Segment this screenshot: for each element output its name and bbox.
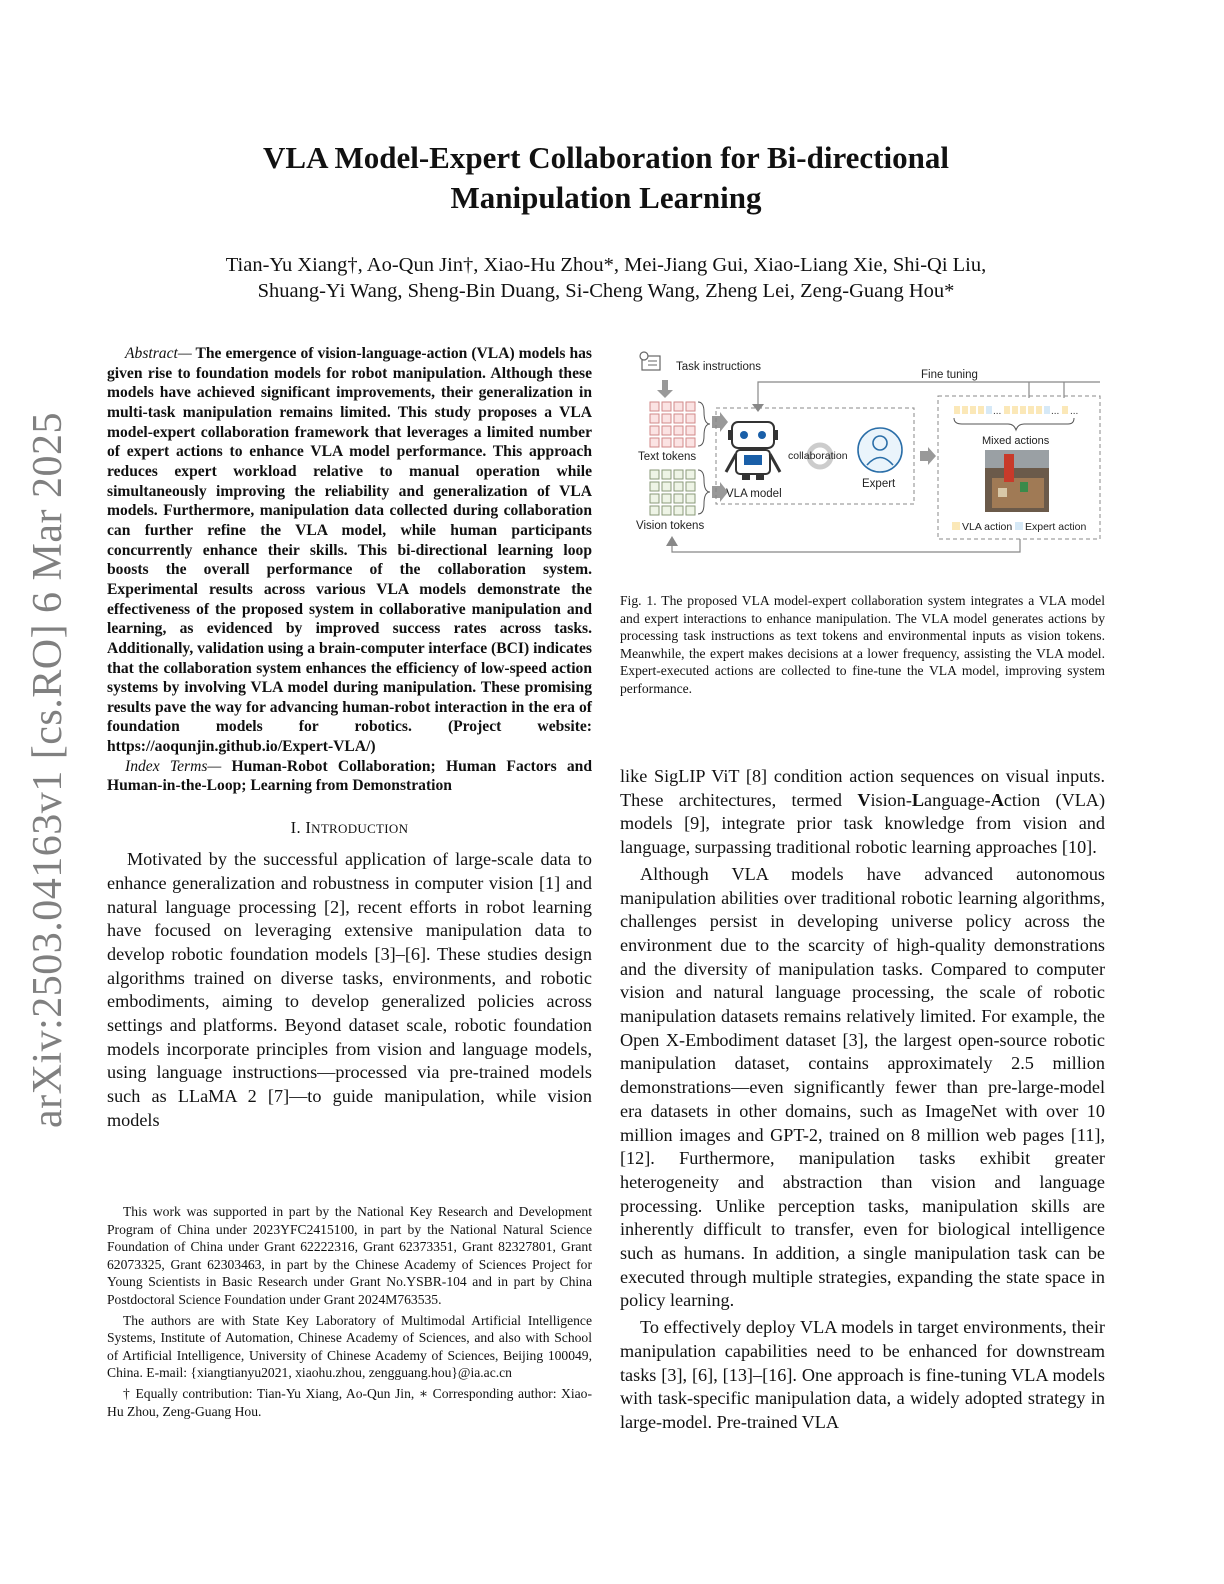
right-p1-part-d: ction (VLA) models [9], integrate prior task knowledge from vision and language, surpassing traditional robotic learning approaches [10]. [620, 789, 1105, 858]
right-p1-part-a: like SigLIP ViT [8] condition action sequences on visual inputs. These architectures, termed [620, 766, 1105, 810]
section-numeral: I. I [290, 818, 312, 838]
robot-icon [726, 422, 780, 480]
title-line-2: Manipulation Learning [450, 180, 762, 215]
arxiv-identifier: arXiv:2503.04163v1 [cs.RO] 6 Mar 2025 [25, 411, 71, 1129]
right-p1-part-b: ision- [870, 789, 912, 810]
authors-line-2: Shuang-Yi Wang, Sheng-Bin Duang, Si-Cheng Wang, Zheng Lei, Zeng-Guang Hou* [257, 280, 955, 302]
task-instructions-icon [640, 352, 660, 370]
expert-icon [858, 428, 902, 472]
mixed-actions-label: Mixed actions [982, 435, 1050, 447]
arxiv-stamp [18, 411, 78, 1129]
vla-acronym-v: V [857, 789, 871, 810]
vla-acronym-a: A [990, 789, 1004, 810]
legend-vla-swatch [952, 522, 960, 530]
action-ellipsis-3: ... [1070, 406, 1079, 417]
text-token-grid [650, 402, 695, 447]
abstract [107, 344, 592, 796]
legend-expert-action: Expert action [1025, 521, 1087, 533]
index-terms [107, 757, 592, 796]
left-column [107, 344, 592, 1133]
task-instructions-label: Task instructions [676, 361, 762, 373]
index-terms-text: Human-Robot Collaboration; Human Factors and Human-in-the-Loop; Learning from Demonstration [107, 757, 593, 795]
feedback-arrow [672, 539, 1020, 552]
robot-scene-image [985, 450, 1049, 512]
section-title: NTRODUCTION [311, 821, 409, 837]
abstract-paragraph [107, 344, 592, 757]
vision-token-grid [650, 470, 695, 515]
author-list [120, 252, 1092, 304]
action-ellipsis-1: ... [993, 406, 1002, 417]
introduction-body [107, 848, 592, 1132]
footnote-contribution: † Equally contribution: Tian-Yu Xiang, Ao-Qun Jin, ∗ Corresponding author: Xiao-Hu Zhou, Zeng-Guang Hou. [107, 1385, 592, 1419]
abstract-label: Abstract— [125, 345, 192, 362]
action-ellipsis-2: ... [1051, 406, 1060, 417]
authors-line-1: Tian-Yu Xiang†, Ao-Qun Jin†, Xiao-Hu Zhou*, Mei-Jiang Gui, Xiao-Liang Xie, Shi-Qi Liu, [225, 254, 987, 276]
figure-1-diagram [632, 350, 1102, 560]
index-terms-label: Index Terms— [125, 757, 222, 775]
collaboration-label: collaboration [788, 450, 848, 462]
footnote-affiliation: The authors are with State Key Laboratory of Multimodal Artificial Intelligence Systems, Institute of Automation, Chinese Academy of Sciences, and also with School of Artificial Intelligence, University of Chinese Academy of Sciences, Beijing 100049, China. E-mail: {xiangtianyu2021, xiaohu.zhou, zengguang.hou}@ia.ac.cn [107, 1312, 592, 1381]
title-line-1: VLA Model-Expert Collaboration for Bi-directional [263, 140, 949, 175]
section-heading-introduction [107, 818, 592, 838]
footnotes [107, 1203, 592, 1423]
right-paragraph-3: To effectively deploy VLA models in target environments, their manipulation capabilities need to be enhanced for downstream tasks [3], [6], [13]–[16]. One approach is fine-tuning VLA models with task-specific manipulation data, a widely adopted strategy in large-model. Pre-trained VLA [620, 1317, 1105, 1432]
expert-label: Expert [862, 478, 896, 490]
vla-model-label: VLA model [726, 488, 782, 500]
paper-title [150, 138, 1062, 218]
legend-vla-action: VLA action [962, 521, 1013, 533]
vla-acronym-l: L [911, 789, 925, 810]
right-paragraph-2: Although VLA models have advanced autonomous manipulation abilities over traditional robotic learning algorithms, challenges persist in developing universe policy across the environment due to the scarcity of high-quality demonstrations and the diversity of manipulation tasks. Compared to computer vision and natural language processing, the scale of robotic manipulation datasets remains relatively limited. For example, the Open X-Embodiment dataset [3], the largest open-source robotic manipulation dataset, contains approximately 2.5 million demonstrations—even significantly fewer than pre-large-model era datasets in other domains, such as ImageNet with over 10 million images and GPT-2, trained on 8 million web pages [11], [12]. Furthermore, manipulation tasks exhibit greater heterogeneity and abstraction than vision and language processing. Unlike perception tasks, manipulation skills are inherently difficult to transfer, even for biological intelligence such as humans. In addition, a single manipulation task can be executed through multiple strategies, expanding the state space in policy learning. [620, 863, 1105, 1311]
right-p1-part-c: anguage- [924, 789, 991, 810]
vision-tokens-label: Vision tokens [636, 520, 705, 532]
figure-1-caption: Fig. 1. The proposed VLA model-expert collaboration system integrates a VLA model and expert interactions to enhance manipulation. The VLA model generates actions by processing task instructions as text tokens and environmental inputs as vision tokens. Meanwhile, the expert makes decisions at a lower frequency, assisting the VLA model. Expert-executed actions are collected to fine-tune the VLA model, improving system performance. [620, 593, 1105, 696]
intro-paragraph-1: Motivated by the successful application of large-scale data to enhance generalization and robustness in computer vision [1] and natural language processing [2], recent efforts in robot learning have focused on leveraging extensive manipulation data to develop robotic foundation models [3]–[6]. These studies design algorithms trained on diverse tasks, environments, and robotic embodiments, aiming to develop generalized policies across settings and platforms. Beyond dataset scale, robotic foundation models incorporate principles from vision and language models, using language instructions—processed via pre-trained models such as LLaMA 2 [7]—to guide manipulation, while vision models [107, 849, 592, 1130]
right-column-body [620, 765, 1105, 1435]
abstract-text: The emergence of vision-language-action (VLA) models has given rise to foundation models for robot manipulation. Although these models have achieved significant improvements, their generalization in multi-task manipulation remains limited. This study proposes a VLA model-expert collaboration framework that leverages a limited number of expert actions to enhance VLA model performance. This approach reduces expert workload relative to manual operation while simultaneously improving the reliability and generalization of VLA models. Furthermore, manipulation data collected during collaboration can further refine the VLA model, while human participants concurrently enhance their skills. This bi-directional learning loop boosts the overall performance of the collaboration system. Experimental results across various VLA models demonstrate the effectiveness of the proposed system in collaborative manipulation and learning, as evidenced by improved success rates across tasks. Additionally, validation using a brain-computer interface (BCI) indicates that the collaboration system enhances the efficiency of low-speed action systems by involving VLA model during manipulation. These promising results pave the way for advancing human-robot interaction in the era of foundation models for robotics. (Project website: https://aoqunjin.github.io/Expert-VLA/) [107, 345, 592, 756]
right-paragraph-1 [620, 765, 1105, 860]
fine-tuning-arrow [758, 382, 1100, 410]
fine-tuning-label: Fine tuning [921, 369, 978, 381]
legend-expert-swatch [1015, 522, 1023, 530]
footnote-funding: This work was supported in part by the National Key Research and Development Program of China under 2023YFC2415100, in part by the National Natural Science Foundation of China under Grant 62222316, Grant 62373351, Grant 82327801, Grant 62073325, Grant 62303463, in part by the Chinese Academy of Sciences Project for Young Scientists in Basic Research under Grant No.YSBR-104 and in part by China Postdoctoral Science Foundation under Grant 2024M763535. [107, 1204, 592, 1307]
text-tokens-label: Text tokens [638, 451, 697, 463]
